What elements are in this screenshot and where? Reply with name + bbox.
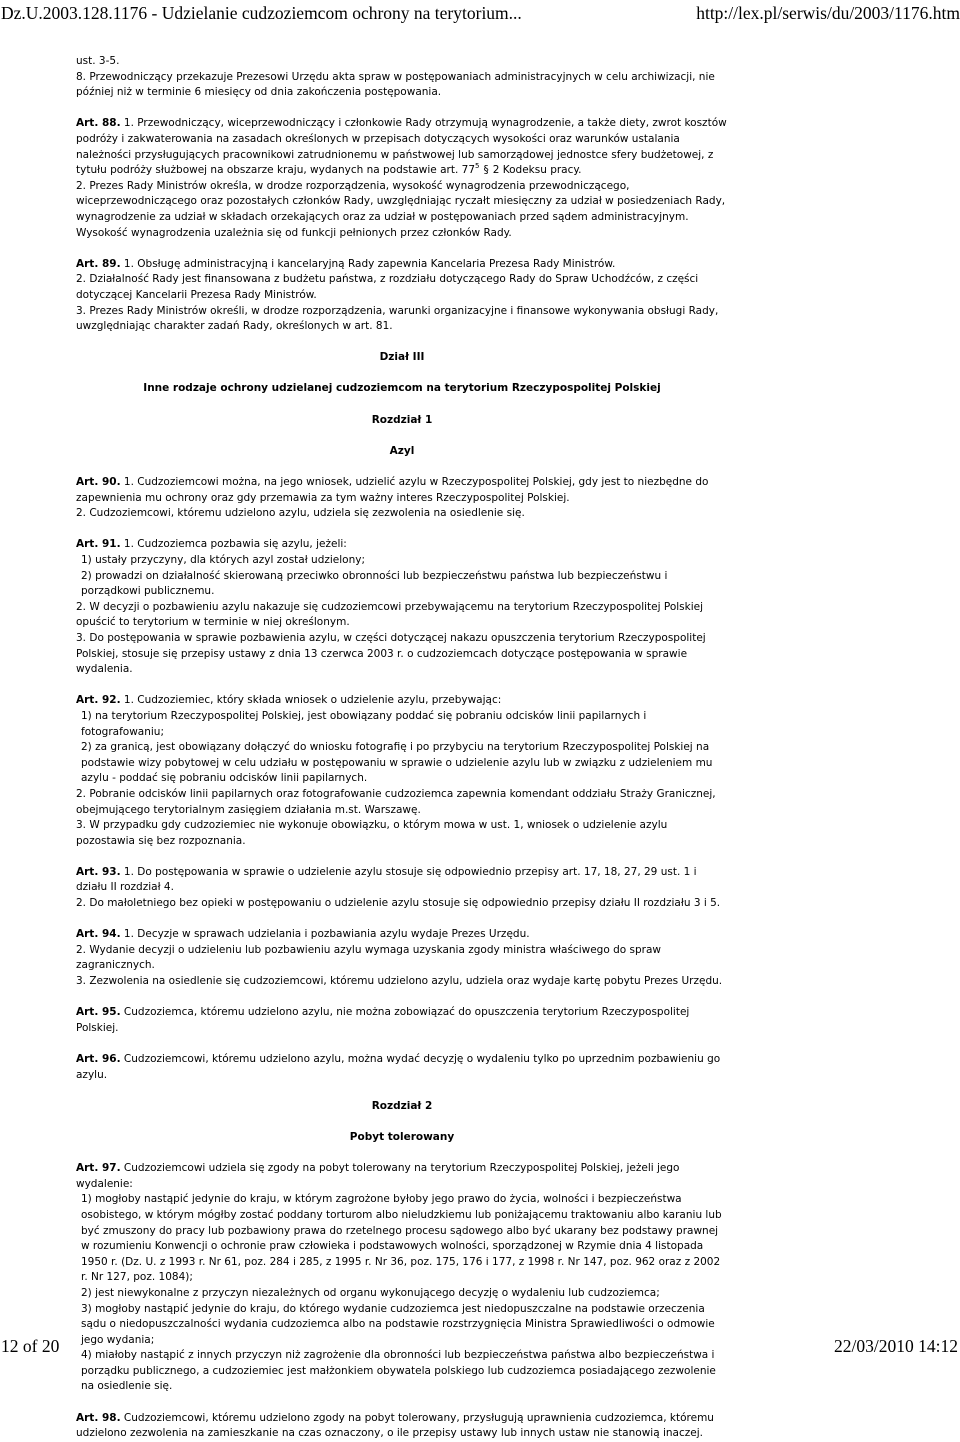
paragraph: ust. 3-5.: [76, 55, 120, 67]
print-datetime: 22/03/2010 14:12: [834, 1336, 958, 1356]
article-92: [76, 693, 728, 709]
paragraph: 2. Działalność Rady jest finansowana z budżetu państwa, z rozdziału dotyczącego Rady do Spraw Uchodźców, z części dotyczącej Kancelarii Prezesa Rady Ministrów.: [76, 273, 699, 301]
article-text: 1. Do postępowania w sprawie o udzielenie azylu stosuje się odpowiednio przepisy art. 17, 18, 27, 29 ust. 1 i działu II rozdział 4.: [76, 865, 697, 894]
division-title: Inne rodzaje ochrony udzielanej cudzoziemcom na terytorium Rzeczypospolitej Polskiej: [143, 382, 661, 395]
chapter-heading: Rozdział 2: [371, 1099, 433, 1112]
article-90: [76, 475, 728, 506]
article-text: 1. Cudzoziemiec, który składa wniosek o udzielenie azylu, przebywając:: [120, 694, 502, 707]
page-header: [0, 0, 960, 32]
article-91: [76, 537, 728, 553]
article-text: Cudzoziemcowi, któremu udzielono azylu, można wydać decyzję o wydaleniu tylko po uprzednim pozbawieniu go azylu.: [76, 1053, 721, 1081]
source-url: http://lex.pl/serwis/du/2003/1176.htm: [696, 3, 960, 23]
article-98: [76, 1411, 728, 1442]
list-item: 2) za granicą, jest obowiązany dołączyć do wniosku fotografię i po przybyciu na terytorium Rzeczypospolitej Polskiej na podstawie wizy pobytowej w celu udziału w postępowaniu w sprawie o udzielenie azylu lub w związku z udzieleniem mu azylu - poddać się pobraniu odcisków linii papilarnych.: [81, 741, 713, 785]
article-text: 1. Przewodniczący, wiceprzewodniczący i członkowie Rady otrzymują wynagrodzenie, a także diety, zwrot kosztów podróży i zakwaterowania na zasadach określonych w przepisach dotyczących wysokości oraz warunków ustalania należności przysługujących pracownikowi zatrudnionemu w państwowej lub samorządowej jednostce sfery budżetowej, z tytułu podróży służbowej na obszarze kraju, wydanych na podstawie art. 77: [76, 117, 727, 177]
chapter-title: Azyl: [389, 444, 415, 457]
article-label: Art. 98.: [76, 1411, 121, 1424]
page-footer: [0, 1336, 960, 1357]
paragraph: 3. Do postępowania w sprawie pozbawienia azylu, w części dotyczącej nakazu opuszczenia terytorium Rzeczypospolitej Polskiej, stosuje się przepisy ustawy z dnia 13 czerwca 2003 r. o cudzoziemcach dotyczące postępowania w sprawie wydalenia.: [76, 631, 706, 676]
article-text: Cudzoziemcowi udziela się zgody na pobyt tolerowany na terytorium Rzeczypospolitej Polskiej, jeżeli jego wydalenie:: [76, 1162, 680, 1190]
article-text: 2 Kodeksu pracy.: [492, 164, 582, 177]
article-text: 1. Cudzoziemca pozbawia się azylu, jeżeli:: [120, 538, 347, 551]
paragraph: 2. Prezes Rady Ministrów określa, w drodze rozporządzenia, wysokość wynagrodzenia przewodniczącego, wiceprzewodniczącego oraz pozostałych członków Rady, uwzględniając ryczałt miesięczny za udział w posiedzeniach Rady, wynagrodzenie za udział w składach orzekających oraz za udział w postępowaniach przed sądem administracyjnym. Wysokość wynagrodzenia uzależnia się od funkcji pełnionych przez członków Rady.: [76, 179, 726, 239]
article-94: [76, 927, 728, 943]
article-label: Art. 96.: [76, 1053, 121, 1065]
article-97: [76, 1161, 728, 1192]
paragraph: 2. Cudzoziemcowi, któremu udzielono azylu, udziela się zezwolenia na osiedlenie się.: [76, 507, 525, 520]
article-label: Art. 91.: [76, 538, 121, 551]
chapter-heading: Rozdział 1: [371, 413, 433, 426]
division-heading: Dział III: [379, 351, 425, 364]
paragraph: 2. Wydanie decyzji o udzieleniu lub pozbawieniu azylu wymaga uzyskania zgody ministra właściwego do spraw zagranicznych.: [76, 943, 661, 972]
list-item: 2) jest niewykonalne z przyczyn niezależnych od organu wykonującego decyzję o wydaleniu lub cudzoziemca;: [81, 1286, 660, 1299]
article-88: [76, 116, 728, 178]
article-label: Art. 95.: [76, 1006, 121, 1019]
paragraph-symbol: §: [483, 164, 489, 177]
article-93: [76, 865, 728, 896]
article-label: Art. 92.: [76, 694, 121, 707]
paragraph: 3. Prezes Rady Ministrów określi, w drodze rozporządzenia, warunki organizacyjne i finansowe wykonywania obsługi Rady, uwzględniając charakter zadań Rady, określonych w art. 81.: [76, 304, 719, 333]
paragraph: 2. W decyzji o pozbawieniu azylu nakazuje się cudzoziemcowi przebywającemu na terytorium Rzeczypospolitej Polskiej opuścić to terytorium w terminie w niej określonym.: [76, 600, 704, 629]
chapter-title: Pobyt tolerowany: [349, 1130, 455, 1143]
article-text: Cudzoziemca, któremu udzielono azylu, nie można zobowiązać do opuszczenia terytorium Rzeczypospolitej Polskiej.: [76, 1006, 690, 1034]
article-label: Art. 90.: [76, 476, 121, 489]
article-label: Art. 94.: [76, 928, 121, 941]
list-item: 3) mogłoby nastąpić jedynie do kraju, do którego wydanie cudzoziemca jest niedopuszczalne na podstawie orzeczenia sądu o niedopuszczalności wydania cudzoziemca albo na podstawie rozstrzygnięcia Ministra Sprawiedliwości o odmowie jego wydania;: [81, 1302, 715, 1346]
article-95: [76, 1005, 728, 1036]
article-96: [76, 1052, 728, 1083]
list-item: 2) prowadzi on działalność skierowaną przeciwko obronności lub bezpieczeństwu państwa lub bezpieczeństwu i porządkowi publicznemu.: [81, 569, 668, 598]
list-item: 4) miałoby nastąpić z innych przyczyn niż zagrożenie dla obronności lub bezpieczeństwa państwa albo bezpieczeństwa i porządku publicznego, a cudzoziemiec jest małżonkiem obywatela polskiego lub cudzoziemca posiadającego zezwolenie na osiedlenie się.: [81, 1349, 716, 1393]
article-89: [76, 257, 728, 273]
paragraph: 3. Zezwolenia na osiedlenie się cudzoziemcowi, któremu udzielono azylu, udziela oraz wydaje kartę pobytu Prezes Urzędu.: [76, 975, 723, 988]
paragraph: 3. W przypadku gdy cudzoziemiec nie wykonuje obowiązku, o którym mowa w ust. 1, wniosek o udzielenie azylu pozostawia się bez rozpoznania.: [76, 819, 668, 847]
article-label: Art. 93.: [76, 865, 121, 878]
paragraph: 2. Pobranie odcisków linii papilarnych oraz fotografowanie cudzoziemca zapewnia komendant oddziału Straży Granicznej, obejmującego terytorialnym zasięgiem działania m.st. Warszawę.: [76, 787, 716, 816]
article-label: Art. 89.: [76, 257, 121, 270]
superscript: 5: [475, 162, 480, 171]
page-number: 12 of 20: [1, 1336, 60, 1356]
list-item: 1) mogłoby nastąpić jedynie do kraju, w którym zagrożone byłoby jego prawo do życia, wolności i bezpieczeństwa osobistego, w którym mógłby zostać poddany torturom albo nieludzkiemu lub poniżającemu traktowaniu albo karaniu lub być zmuszony do pracy lub pozbawiony prawa do rzetelnego procesu sądowego albo być ukarany bez podstawy prawnej w rozumieniu Konwencji o ochronie praw człowieka i podstawowych wolności, sporządzonej w Rzymie dnia 4 listopada 1950 r. (Dz. U. z 1993 r. Nr 61, poz. 284 i 285, z 1995 r. Nr 36, poz. 175, 176 i 177, z 1998 r. Nr 147, poz. 962 oraz z 2002 r. Nr 127, poz. 1084);: [81, 1193, 722, 1284]
article-label: Art. 88.: [76, 117, 121, 130]
article-label: Art. 97.: [76, 1162, 121, 1175]
document-title: Dz.U.2003.128.1176 - Udzielanie cudzoziemcom ochrony na terytorium...: [1, 3, 522, 23]
article-text: 1. Obsługę administracyjną i kancelaryjną Rady zapewnia Kancelaria Prezesa Rady Ministrów.: [120, 257, 616, 270]
article-text: Cudzoziemcowi, któremu udzielono zgody na pobyt tolerowany, przysługują uprawnienia cudzoziemca, któremu udzielono zezwolenia na zamieszkanie na czas oznaczony, o ile przepisy ustawy lub innych ustaw nie stanowią inaczej.: [76, 1411, 714, 1440]
paragraph: 8. Przewodniczący przekazuje Prezesowi Urzędu akta spraw w postępowaniach administracyjnych w celu archiwizacji, nie później niż w terminie 6 miesięcy od dnia zakończenia postępowania.: [76, 70, 715, 99]
document-body: [76, 54, 728, 1442]
article-text: 1. Cudzoziemcowi można, na jego wniosek, udzielić azylu w Rzeczypospolitej Polskiej, gdy jest to niezbędne do zapewnienia mu ochrony oraz gdy przemawia za tym ważny interes Rzeczypospolitej Polskiej.: [76, 476, 709, 504]
list-item: 1) ustały przyczyny, dla których azyl został udzielony;: [81, 554, 365, 566]
article-text: 1. Decyzje w sprawach udzielania i pozbawiania azylu wydaje Prezes Urzędu.: [120, 928, 530, 941]
list-item: 1) na terytorium Rzeczypospolitej Polskiej, jest obowiązany poddać się pobraniu odcisków linii papilarnych i fotografowaniu;: [81, 709, 647, 738]
paragraph: 2. Do małoletniego bez opieki w postępowaniu o udzielenie azylu stosuje się odpowiednio przepisy działu II rozdziału 3 i 5.: [76, 897, 721, 910]
